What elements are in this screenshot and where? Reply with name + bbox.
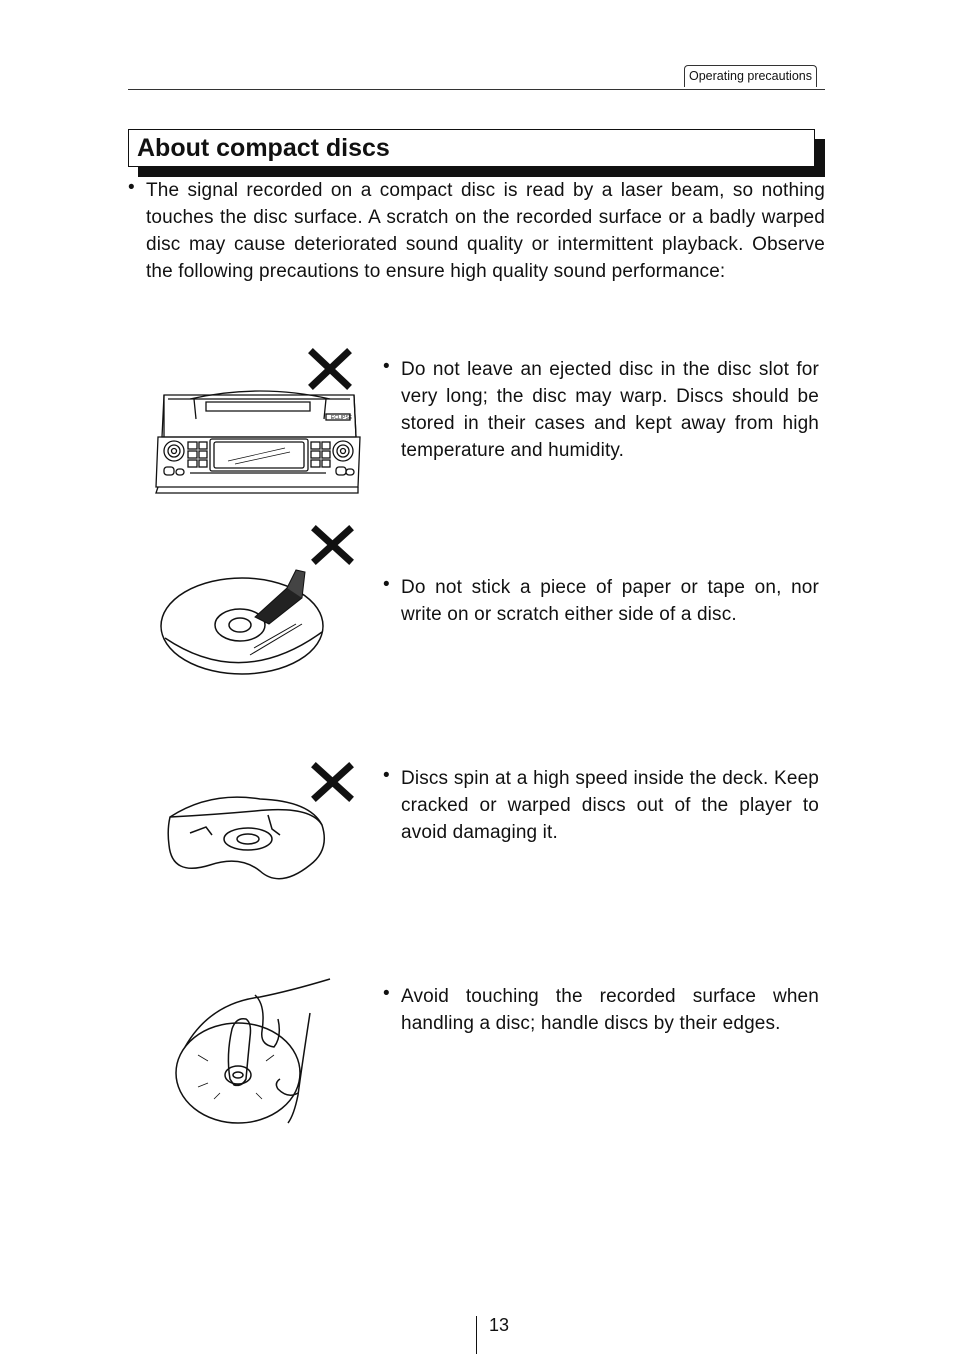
intro-bullet bbox=[128, 177, 825, 317]
page-number-rule bbox=[476, 1316, 477, 1354]
hand-holding-disc-icon bbox=[170, 975, 360, 1135]
page-number: 13 bbox=[489, 1315, 510, 1335]
precaution-item bbox=[383, 983, 823, 1043]
precaution-text: Do not stick a piece of paper or tape on, nor write on or scratch either side of a disc. bbox=[401, 577, 819, 625]
precaution-text: Discs spin at a high speed inside the deck. Keep cracked or warped discs out of the player to avoid damaging it. bbox=[401, 768, 819, 843]
precaution-text: Do not leave an ejected disc in the disc slot for very long; the disc may warp. Discs should be stored in their cases and kept away from high temperature and humidity. bbox=[401, 359, 819, 461]
bullet-dot: • bbox=[383, 765, 390, 786]
bullet-dot: • bbox=[128, 177, 135, 198]
precaution-item bbox=[383, 574, 823, 634]
intro-text: The signal recorded on a compact disc is read by a laser beam, so nothing touches the disc surface. A scratch on the recorded surface or a badly warped disc may cause deteriorated sound quality or intermittent playback. Observe the following precautions to ensure high quality sound performance: bbox=[146, 180, 825, 282]
bullet-dot: • bbox=[383, 574, 390, 595]
section-tab: Operating precautions bbox=[684, 65, 817, 87]
precaution-item bbox=[383, 356, 823, 476]
prohibited-x-icon bbox=[316, 767, 349, 797]
precaution-item bbox=[383, 765, 823, 855]
header-rule bbox=[128, 89, 825, 90]
ejected-disc-deck-icon bbox=[150, 345, 365, 495]
section-title: About compact discs bbox=[137, 134, 390, 162]
precaution-text: Avoid touching the recorded surface when handling a disc; handle discs by their edges. bbox=[401, 986, 819, 1034]
bullet-dot: • bbox=[383, 983, 390, 1004]
deck-brand: ECLIPSE bbox=[331, 415, 353, 421]
warped-cracked-disc-icon bbox=[160, 755, 365, 895]
tape-strip bbox=[255, 570, 305, 624]
taped-disc-icon bbox=[150, 520, 365, 680]
section-title-box bbox=[128, 129, 815, 167]
prohibited-x-icon bbox=[313, 353, 347, 385]
prohibited-x-icon bbox=[316, 530, 349, 560]
bullet-dot: • bbox=[383, 356, 390, 377]
